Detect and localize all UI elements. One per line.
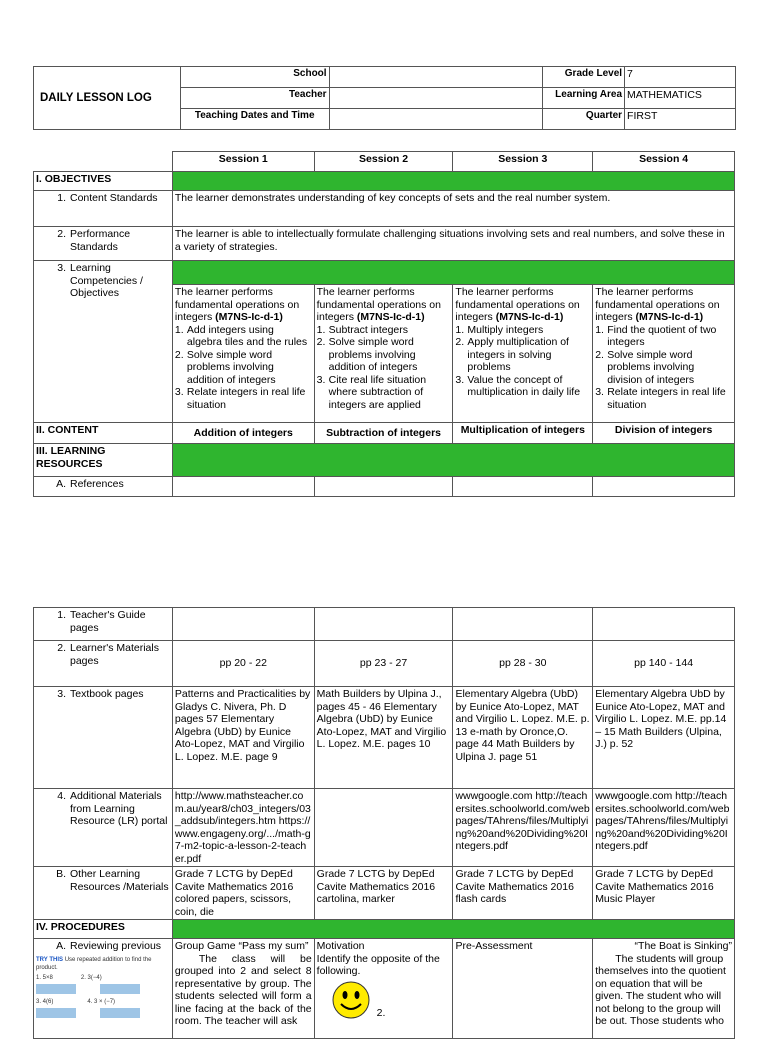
teacher-field[interactable]	[329, 88, 543, 109]
procedure-a-session-4: “The Boat is Sinking” The students will group themselves into the quotient on equation that will be given. The student who will not belong to the group will be out. Those students who	[593, 939, 735, 1039]
competency-session-1: The learner performs fundamental operations on integers (M7NS-Ic-d-1) 1. Add integers using algebra tiles and the rules 2. Solve simple word problems involving addition of integers 3. Relate integers in real life situation	[172, 285, 314, 423]
references-session-4	[593, 477, 735, 497]
other-session-4: Grade 7 LCTG by DepEd Cavite Mathematics 2016 Music Player	[593, 867, 735, 920]
procedures-heading: IV. PROCEDURES	[34, 920, 173, 939]
procedure-a-session-1: Group Game “Pass my sum” The class will be grouped into 2 and select 8 representative by group. The students selected will form a line facing at the back of the room. The teacher will ask	[172, 939, 314, 1039]
competency-session-3: The learner performs fundamental operations on integers (M7NS-Ic-d-1) 1. Multiply integers 2. Apply multiplication of integers in solving problems 3. Value the concept of multiplication in daily life	[453, 285, 593, 423]
lm-session-1: pp 20 - 22	[172, 641, 314, 687]
learner-materials-label: 2. Learner's Materials pages	[34, 641, 173, 687]
teacher-guide-label: 1. Teacher's Guide pages	[34, 608, 173, 641]
procedure-a-session-2: Motivation Identify the opposite of the following. 2.	[314, 939, 453, 1039]
quarter-field[interactable]: FIRST	[625, 109, 736, 130]
area-label: Learning Area	[543, 88, 625, 109]
references-session-2	[314, 477, 453, 497]
competency-label: 3. Learning Competencies / Objectives	[34, 261, 173, 423]
textbook-label: 3. Textbook pages	[34, 687, 173, 789]
additional-materials-label: 4. Additional Materials from Learning Resource (LR) portal	[34, 789, 173, 867]
objectives-bar	[172, 172, 734, 191]
lm-session-2: pp 23 - 27	[314, 641, 453, 687]
resources-heading: III. LEARNING RESOURCES	[34, 444, 173, 477]
session-4-header: Session 4	[593, 152, 735, 172]
reviewing-label: A. Reviewing previous TRY THIS Use repeated addition to find the product. 1. 5×8 2. 3(−4) 3. 4(6) 4. 3 × (−7)	[34, 939, 173, 1039]
topic-session-1: Addition of integers	[172, 423, 314, 444]
quarter-label: Quarter	[543, 109, 625, 130]
additional-session-3[interactable]: wwwgoogle.com http://teachersites.schoolworld.com/webpages/TAhrens/files/Multiplying%20and%20Dividing%20Integers.pdf	[453, 789, 593, 867]
references-label: A. References	[34, 477, 173, 497]
other-session-2: Grade 7 LCTG by DepEd Cavite Mathematics 2016 cartolina, marker	[314, 867, 453, 920]
competency-session-2: The learner performs fundamental operations on integers (M7NS-Ic-d-1) 1. Subtract integers 2. Solve simple word problems involving addition of integers 3. Cite real life situation where subtraction of integers are applied	[314, 285, 453, 423]
tg-session-1	[172, 608, 314, 641]
header-table	[33, 66, 736, 130]
teacher-label: Teacher	[180, 88, 329, 109]
additional-session-2	[314, 789, 453, 867]
tg-session-4	[593, 608, 735, 641]
procedures-bar	[172, 920, 734, 939]
objectives-heading: I. OBJECTIVES	[34, 172, 173, 191]
content-standards-label: 1. Content Standards	[34, 191, 173, 227]
competency-bar	[172, 261, 734, 285]
tg-session-3	[453, 608, 593, 641]
dates-label: Teaching Dates and Time	[180, 109, 329, 130]
references-session-1	[172, 477, 314, 497]
smiley-icon	[331, 980, 371, 1020]
area-field[interactable]: MATHEMATICS	[625, 88, 736, 109]
textbook-session-1: Patterns and Practicalities by Gladys C. Nivera, Ph. D pages 57 Elementary Algebra (UbD) by Eunice Ato-Lopez, MAT and Virgilio L. Lopez. M.E. page 9	[172, 687, 314, 789]
additional-session-4[interactable]: wwwgoogle.com http://teachersites.schoolworld.com/webpages/TAhrens/files/Multiplying%20and%20Dividing%20Integers.pdf	[593, 789, 735, 867]
textbook-session-3: Elementary Algebra (UbD) by Eunice Ato-Lopez, MAT and Virgilio L. Lopez. M.E. p. 13 e-math by Oronce,O. page 44 Math Builders by Ulpina J. page 51	[453, 687, 593, 789]
session-3-header: Session 3	[453, 152, 593, 172]
textbook-session-4: Elementary Algebra UbD by Eunice Ato-Lopez, MAT and Virgilio L. Lopez. M.E. pp.14 – 15 Math Builders (Ulpina, J.) p. 52	[593, 687, 735, 789]
references-session-3	[453, 477, 593, 497]
additional-session-1[interactable]: http://www.mathsteacher.com.au/year8/ch03_integers/03_addsub/integers.htm https://www.engageny.org/.../math-g7-m2-topic-a-lesson-2-teacher.pdf	[172, 789, 314, 867]
page-title: DAILY LESSON LOG	[34, 67, 181, 130]
topic-session-3: Multiplication of integers	[453, 423, 593, 444]
school-label: School	[180, 67, 329, 88]
lesson-table-bottom	[33, 607, 735, 1039]
worksheet-thumbnail: TRY THIS Use repeated addition to find the product. 1. 5×8 2. 3(−4) 3. 4(6) 4. 3 × (−7)	[36, 956, 170, 1018]
content-standards-text: The learner demonstrates understanding of key concepts of sets and the real number system.	[172, 191, 734, 227]
lm-session-3: pp 28 - 30	[453, 641, 593, 687]
topic-session-2: Subtraction of integers	[314, 423, 453, 444]
competency-session-4: The learner performs fundamental operations on integers (M7NS-Ic-d-1) 1. Find the quotient of two integers 2. Solve simple word problems involving division of integers 3. Relate integers in real life situation	[593, 285, 735, 423]
lm-session-4: pp 140 - 144	[593, 641, 735, 687]
other-session-1: Grade 7 LCTG by DepEd Cavite Mathematics 2016 colored papers, scissors, coin, die	[172, 867, 314, 920]
content-heading: II. CONTENT	[34, 423, 173, 444]
resources-bar	[172, 444, 734, 477]
dates-field[interactable]	[329, 109, 543, 130]
session-2-header: Session 2	[314, 152, 453, 172]
lesson-table-top	[33, 151, 735, 497]
grade-field[interactable]: 7	[625, 67, 736, 88]
school-field[interactable]	[329, 67, 543, 88]
textbook-session-2: Math Builders by Ulpina J., pages 45 - 46 Elementary Algebra (UbD) by Eunice Ato-Lopez, MAT and Virgilio L. Lopez. M.E. pages 10	[314, 687, 453, 789]
tg-session-2	[314, 608, 453, 641]
other-resources-label: B. Other Learning Resources /Materials	[34, 867, 173, 920]
session-1-header: Session 1	[172, 152, 314, 172]
other-session-3: Grade 7 LCTG by DepEd Cavite Mathematics 2016 flash cards	[453, 867, 593, 920]
procedure-a-session-3: Pre-Assessment	[453, 939, 593, 1039]
performance-standards-text: The learner is able to intellectually formulate challenging situations involving sets and real numbers, and solve these in a variety of strategies.	[172, 227, 734, 261]
performance-standards-label: 2. Performance Standards	[34, 227, 173, 261]
topic-session-4: Division of integers	[593, 423, 735, 444]
grade-label: Grade Level	[543, 67, 625, 88]
